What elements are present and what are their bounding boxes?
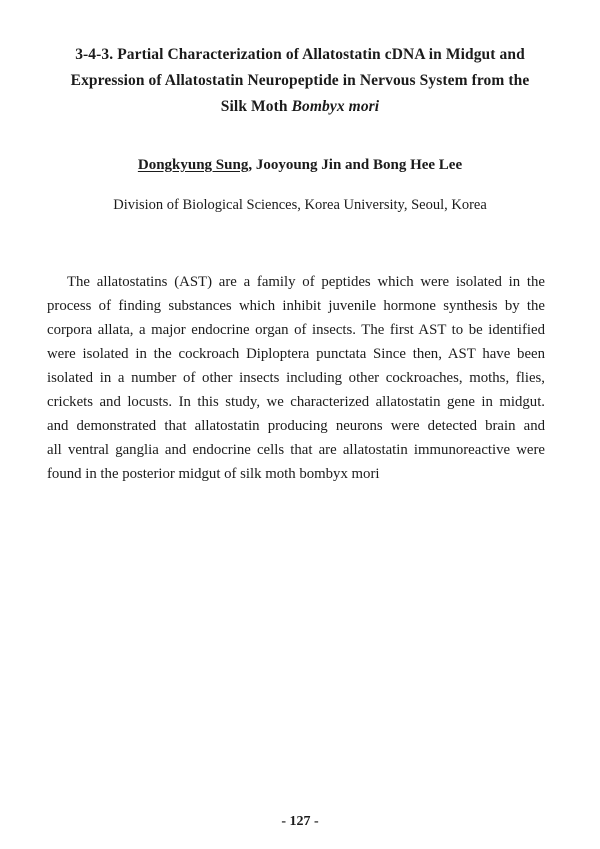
abstract-line: The allatostatins (AST) are a family of peptides which were isolated in the bbox=[67, 274, 545, 290]
title-line-3-prefix: Silk Moth bbox=[220, 98, 288, 115]
abstract-line: crickets and locusts. In this study, we characterized allatostatin gene in midgut. bbox=[47, 394, 545, 410]
abstract-body bbox=[47, 270, 545, 486]
affiliation: Division of Biological Sciences, Korea University, Seoul, Korea bbox=[113, 197, 487, 213]
title-line-1: 3-4-3. Partial Characterization of Allatostatin cDNA in Midgut and bbox=[75, 46, 525, 63]
abstract-line: and demonstrated that allatostatin producing neurons were detected brain and bbox=[47, 418, 545, 434]
title-line-2: Expression of Allatostatin Neuropeptide in Nervous System from the bbox=[70, 72, 530, 89]
page-number: - 127 - bbox=[281, 814, 319, 829]
presenting-author: Dongkyung Sung bbox=[137, 157, 249, 173]
abstract-line: isolated in a number of other insects including other cockroaches, moths, flies, bbox=[47, 370, 545, 386]
abstract-line: all ventral ganglia and endocrine cells that are allatostatin immunoreactive were bbox=[47, 442, 545, 458]
abstract-line: corpora allata, a major endocrine organ of insects. The first AST to be identified bbox=[47, 322, 545, 338]
abstract-line: were isolated in the cockroach Diploptera punctata Since then, AST have been bbox=[47, 346, 545, 362]
species-name: Bombyx mori bbox=[291, 98, 380, 115]
title-line-3 bbox=[0, 94, 600, 120]
paper-title bbox=[0, 42, 600, 120]
abstract-line: found in the posterior midgut of silk moth bombyx mori bbox=[47, 466, 380, 482]
author-list bbox=[0, 153, 600, 177]
abstract-line: process of finding substances which inhibit juvenile hormone synthesis by the bbox=[47, 298, 545, 314]
co-authors: , Jooyoung Jin and Bong Hee Lee bbox=[248, 157, 463, 173]
